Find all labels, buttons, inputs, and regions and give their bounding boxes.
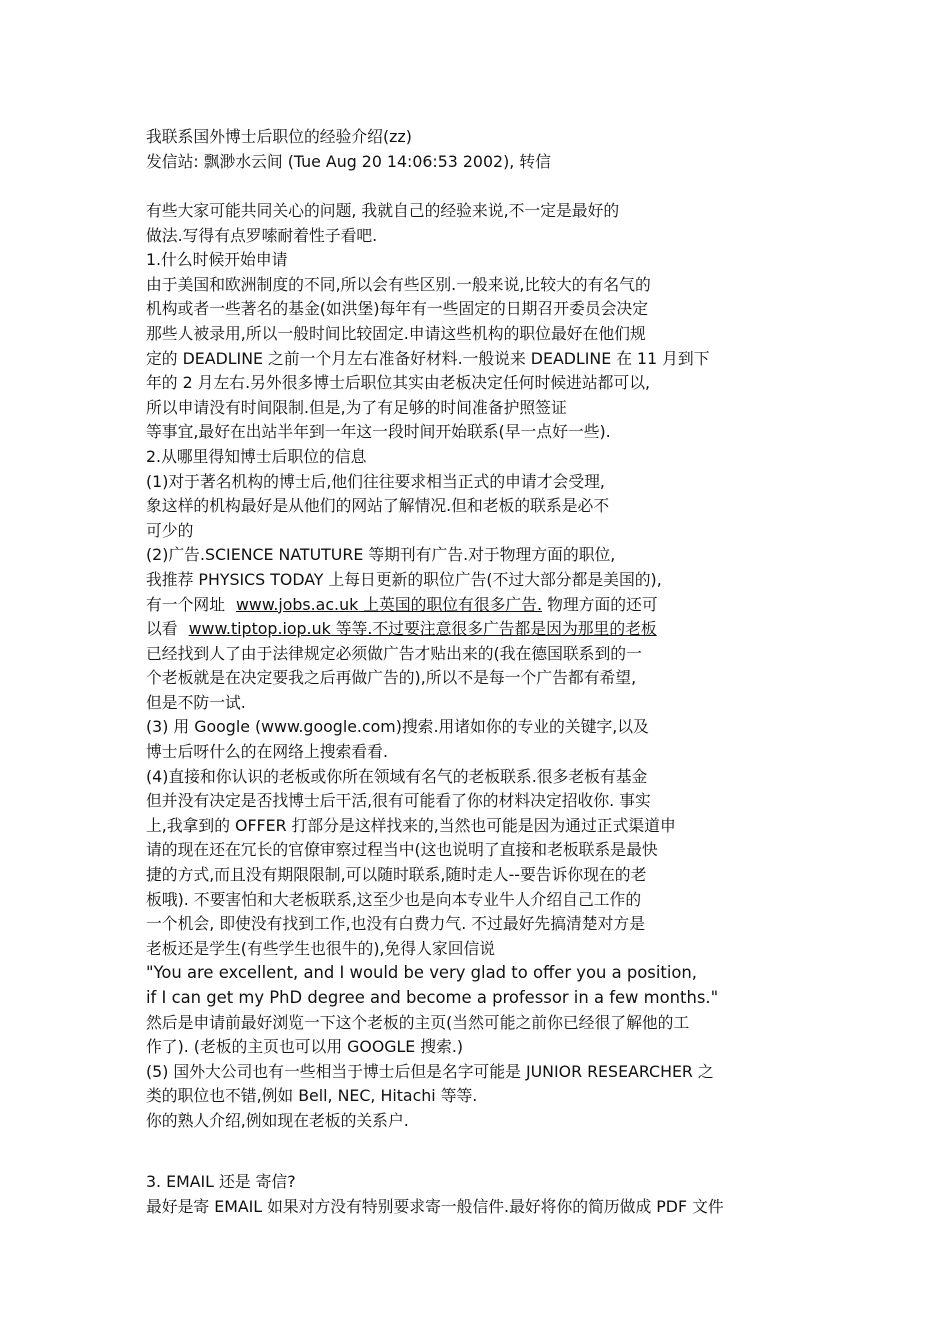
paragraph-line: 象这样的机构最好是从他们的网站了解情况.但和老板的联系是必不 bbox=[146, 496, 610, 516]
jobs-ac-uk-link[interactable]: www.jobs.ac.uk bbox=[236, 594, 359, 614]
section-heading: 1.什么时候开始申请 bbox=[146, 250, 288, 270]
paragraph-line: 但是不防一试. bbox=[146, 692, 246, 712]
link-line-suffix: 物理方面的还可 bbox=[542, 594, 658, 614]
paragraph-line: 机构或者一些著名的基金(如洪堡)每年有一些固定的日期召开委员会决定 bbox=[146, 299, 649, 319]
paragraph-line: 博士后呀什么的在网络上搜索看看. bbox=[146, 742, 388, 762]
link-underlined-text: 上英国的职位有很多广告. bbox=[358, 594, 543, 614]
tiptop-iop-link[interactable]: www.tiptop.iop.uk bbox=[188, 619, 331, 639]
paragraph-line-with-link bbox=[146, 617, 926, 642]
link-underlined-text: 等等.不过要注意很多广告都是因为那里的老板 bbox=[330, 619, 657, 639]
paragraph-line: 我推荐 PHYSICS TODAY 上每日更新的职位广告(不过大部分都是美国的), bbox=[146, 569, 662, 589]
paragraph-line: 可少的 bbox=[146, 520, 194, 540]
paragraph-line: 然后是申请前最好浏览一下这个老板的主页(当然可能之前你已经很了解他的工 bbox=[146, 1012, 690, 1032]
paragraph-line: (5) 国外大公司也有一些相当于博士后但是名字可能是 JUNIOR RESEARCHER 之 bbox=[146, 1061, 714, 1081]
paragraph-line: 年的 2 月左右.另外很多博士后职位其实由老板决定任何时候进站都可以, bbox=[146, 373, 651, 393]
paragraph-line: (3) 用 Google (www.google.com)搜索.用诸如你的专业的关键字,以及 bbox=[146, 717, 649, 737]
paragraph-line: 类的职位也不错,例如 Bell, NEC, Hitachi 等等. bbox=[146, 1086, 478, 1106]
paragraph-line: 做法.写得有点罗嗦耐着性子看吧. bbox=[146, 225, 378, 245]
paragraph-line: 你的熟人介绍,例如现在老板的关系户. bbox=[146, 1110, 409, 1130]
paragraph-line: 但并没有决定是否找博士后干活,很有可能看了你的材料决定招收你. 事实 bbox=[146, 791, 651, 811]
document-title: 我联系国外博士后职位的经验介绍(zz) bbox=[146, 127, 412, 146]
paragraph-line: (2)广告.SCIENCE NATUTURE 等期刊有广告.对于物理方面的职位, bbox=[146, 545, 616, 565]
paragraph-line: (1)对于著名机构的博士后,他们往往要求相当正式的申请才会受理, bbox=[146, 471, 605, 491]
paragraph-line: 所以申请没有时间限制.但是,为了有足够的时间准备护照签证 bbox=[146, 397, 567, 417]
paragraph-line: 作了). (老板的主页也可以用 GOOGLE 搜索.) bbox=[146, 1037, 464, 1057]
paragraph-line: 老板还是学生(有些学生也很牛的),免得人家回信说 bbox=[146, 938, 496, 958]
link-line-prefix: 以看 bbox=[146, 619, 183, 639]
paragraph-line: 那些人被录用,所以一般时间比较固定.申请这些机构的职位最好在他们规 bbox=[146, 323, 646, 343]
paragraph-line-with-link bbox=[146, 593, 926, 618]
paragraph-line: 由于美国和欧洲制度的不同,所以会有些区别.一般来说,比较大的有名气的 bbox=[146, 274, 651, 294]
paragraph-line: 等事宜,最好在出站半年到一年这一段时间开始联系(早一点好一些). bbox=[146, 422, 611, 442]
section-3 bbox=[146, 1170, 926, 1219]
document-body bbox=[146, 199, 926, 1134]
section-heading: 2.从哪里得知博士后职位的信息 bbox=[146, 446, 367, 466]
quoted-reply-line: "You are excellent, and I would be very glad to offer you a position, bbox=[146, 963, 698, 983]
paragraph-line: 定的 DEADLINE 之前一个月左右准备好材料.一般说来 DEADLINE 在 11 月到下 bbox=[146, 348, 710, 368]
paragraph-line: (4)直接和你认识的老板或你所在领域有名气的老板联系.很多老板有基金 bbox=[146, 766, 648, 786]
paragraph-line: 个老板就是在决定要我之后再做广告的),所以不是每一个广告都有希望, bbox=[146, 668, 637, 688]
paragraph-line: 最好是寄 EMAIL 如果对方没有特别要求寄一般信件.最好将你的简历做成 PDF 文件 bbox=[146, 1196, 724, 1216]
document-header bbox=[146, 125, 926, 174]
paragraph-line: 一个机会, 即使没有找到工作,也没有白费力气. 不过最好先搞清楚对方是 bbox=[146, 914, 646, 934]
paragraph-line: 有些大家可能共同关心的问题, 我就自己的经验来说,不一定是最好的 bbox=[146, 201, 620, 220]
document-source-line: 发信站: 飘渺水云间 (Tue Aug 20 14:06:53 2002), 转信 bbox=[146, 151, 551, 171]
paragraph-line: 捷的方式,而且没有期限限制,可以随时联系,随时走人--要告诉你现在的老 bbox=[146, 865, 647, 885]
link-line-prefix: 有一个网址 bbox=[146, 594, 231, 614]
paragraph-line: 板哦). 不要害怕和大老板联系,这至少也是向本专业牛人介绍自己工作的 bbox=[146, 889, 642, 909]
paragraph-line: 已经找到人了由于法律规定必须做广告才贴出来的(我在德国联系到的一 bbox=[146, 643, 642, 663]
paragraph-line: 上,我拿到的 OFFER 打部分是这样找来的,当然也可能是因为通过正式渠道申 bbox=[146, 815, 676, 835]
quoted-reply-line: if I can get my PhD degree and become a professor in a few months." bbox=[146, 988, 719, 1007]
section-heading: 3. EMAIL 还是 寄信? bbox=[146, 1172, 296, 1191]
paragraph-line: 请的现在还在冗长的官僚审察过程当中(这也说明了直接和老板联系是最快 bbox=[146, 840, 658, 860]
